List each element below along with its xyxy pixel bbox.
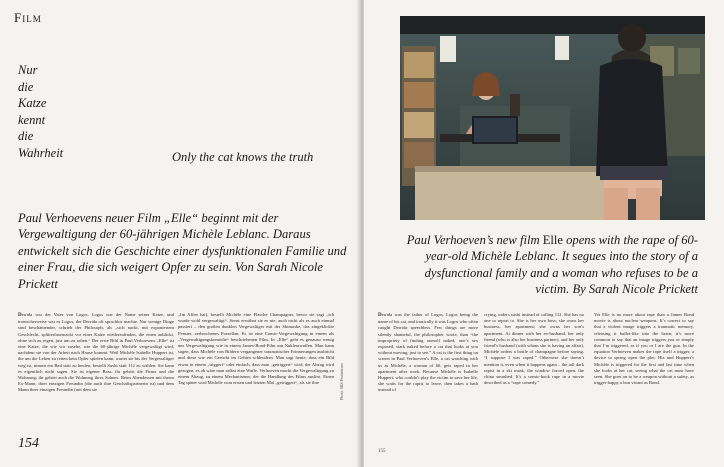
english-lead-text: opens with the rape of 60-year-old Michèle Leblanc. It segues into the story of a dysfunctional family and a woman who refuses to be a victim. By Sarah Nicole Prickett bbox=[424, 233, 698, 297]
german-body-column-1 bbox=[18, 312, 174, 394]
german-title-line: Nur bbox=[18, 63, 38, 77]
drop-cap: D bbox=[18, 313, 22, 318]
german-title-line: die bbox=[18, 129, 34, 143]
german-title bbox=[18, 62, 63, 161]
section-label: Film bbox=[14, 10, 42, 25]
page-number-left: 154 bbox=[18, 436, 39, 451]
film-still-illustration bbox=[400, 16, 705, 220]
german-title-line: die bbox=[18, 79, 34, 94]
english-title: Only the cat knows the truth bbox=[172, 150, 314, 164]
german-body-text: errida war der Vater von Logos, Logos war der Name seiner Katze, und ironischerweise war es Logos, der Derrida oft sprachlos machte. Nur wenige Dinge sind beschämender, schrieb der Philosoph, als „sich nackt, mit exponiertem Geschlecht, splitterfasernackt vor einer Katze wiederzufinden, die einen anblickt, ohne sich zu regen, just um zu sehen.“ Der erste Bild in Paul Verhoevens „Elle“ ist eine Katze, die wie wir zusehe, wie die 60-jährige Michèle vergewaltigt wird, nachdem sie von der Arbeit nach Hause kommt. Weil Michèle Isabelle Huppert ist, die um die Leben zu retten kein Opfer spielen kann, wartet sie bis der Vergewaltiger weg ist, nimmt ein Bad statt zu heulen, bestellt Sushi statt 112 zu wählen. Sie kann es eigentlich nicht sagen. Sie ist eigener Boss, ihr gehört die Firma und die Wohnung; ihr gehört auch die Wohnung ihres Sohnes. Beim Abendessen mit ihrem Ex-Mann, ihrer einzigen Freundin (die auch ihre Geschäftspartnerin ist) und dem Mann ihrer einzigen Freundin (mit dem sie bbox=[18, 312, 174, 393]
english-lead bbox=[400, 232, 698, 298]
english-body-column-3: Yet Elle is no more about rape than a James Bond movie is about nuclear weapons. It’s correct to say that a violent image triggers a traumatic memory, releasing it bullet-like into the brain; it’s more common to say that an image triggers you or simply that I’m triggered, as if you or I are the gun. In the equation Verhoeven makes the rape itself a trigger, a device to spring open the plot. His and Huppert’s Michèle is triggered for the first and last time when she looks at her cat, seeing what the cat must have seen. She goes on to be a weapon without a safety, as trigger-happy a bon vivant as Bond. bbox=[594, 312, 694, 386]
german-lead: Paul Verhoevens neuer Film „Elle“ beginnt mit der Vergewaltigung der 60-jährigen Michèle Leblanc. Daraus entwickelt sich die Geschichte einer dysfunktionalen Familie und einer Frau, die sich weigert Opfer zu sein. Von Sarah Nicole Prickett bbox=[18, 211, 347, 291]
film-still-photo bbox=[400, 16, 705, 220]
german-title-line: Katze bbox=[18, 96, 47, 110]
english-body-column-1 bbox=[378, 312, 478, 394]
german-body-column-2: „Im Affen hat), bestellt Michèle eine Flasche Champagner, bevor sie sagt „ich wurde wohl vergewaltigt“. Sonst erwähnt sie es nie, auch nicht als es auch einmal passiert – den großen dunklen Vergewaltiger mit der Skimaske, das zingeklickte Fenster, zerbrochenes Porzellan. Es ist eine Comic-Vergewaltigung in einem als „Vergewaltigungskomödie“ beschriebenen Film. In „Elle“ geht es genauso wenig um Vergewaltigung wie in einem James-Bond-Film um Nuklearwaffen. Man kann sagen, dass Michèle von Bildern vergangener traumatischer Erinnerungen ausbricht und diese wie ein Gerücht im Gehirn schleudern. Man sagt heute, dass ein Bild etwas in einem „triggert“ oder einfach, dass man „getriggert“ wird, der Abzug wird gezogen, es ab wäre man selbst eine Waffe. Verhoeven macht die Vergewaltigung zu einem Abzug, zu einem Mechanismus, der die Handlung des Films auslöst. Einen Tag später wird Michèle vom ersten und letzten Mal „getriggert“, als sie ihre bbox=[178, 312, 334, 386]
film-title-upright: Elle bbox=[542, 233, 563, 247]
photo-credit: Photo: SBS Productions bbox=[340, 363, 344, 401]
english-lead-text: Paul Verhoeven’s new film bbox=[406, 233, 543, 247]
english-body-column-2: crying, orders sushi instead of calling 112. She has no one to report to. She is her own boss; she owns her business, her apartment; she owns her son’s apartment. At dinner with her ex-husband, her only friend (who is also her business partner), and her only friend’s husband (with whom she is having an affair), Michèle orders a bottle of champagne before saying, “I suppose I was raped.” Otherwise she doesn’t mention it, even when it happens again – the tall dark rapist in a ski mask, the window forced open, the china smashed. It’s a comic-book rape in a movie described as a “rape comedy.” bbox=[484, 312, 584, 386]
german-title-line: kennt bbox=[18, 112, 46, 127]
drop-cap: D bbox=[378, 313, 382, 318]
german-title-line: Wahrheit bbox=[18, 145, 64, 160]
left-page bbox=[0, 0, 360, 467]
english-body-text: errida was the father of Logos, Logos being the name of his cat, and ironically it was Logos who often caught Derrida speechless. Few things are more silently shameful, the philosopher wrote, than “the impropriety of finding oneself naked, one’s sex exposed, stark naked before a cat that looks at you without moving, just to see.” A cat is the first thing on screen in Paul Verhoeven’s Elle, a cat watching with us as Michèle, a woman of 60, gets raped in her apartment after work. Because Michèle is Isabelle Huppert, who couldn’t play the victim to save her life, she waits for the rapist to leave, then takes a bath instead of bbox=[378, 312, 478, 393]
page-number-right: 155 bbox=[378, 449, 386, 454]
